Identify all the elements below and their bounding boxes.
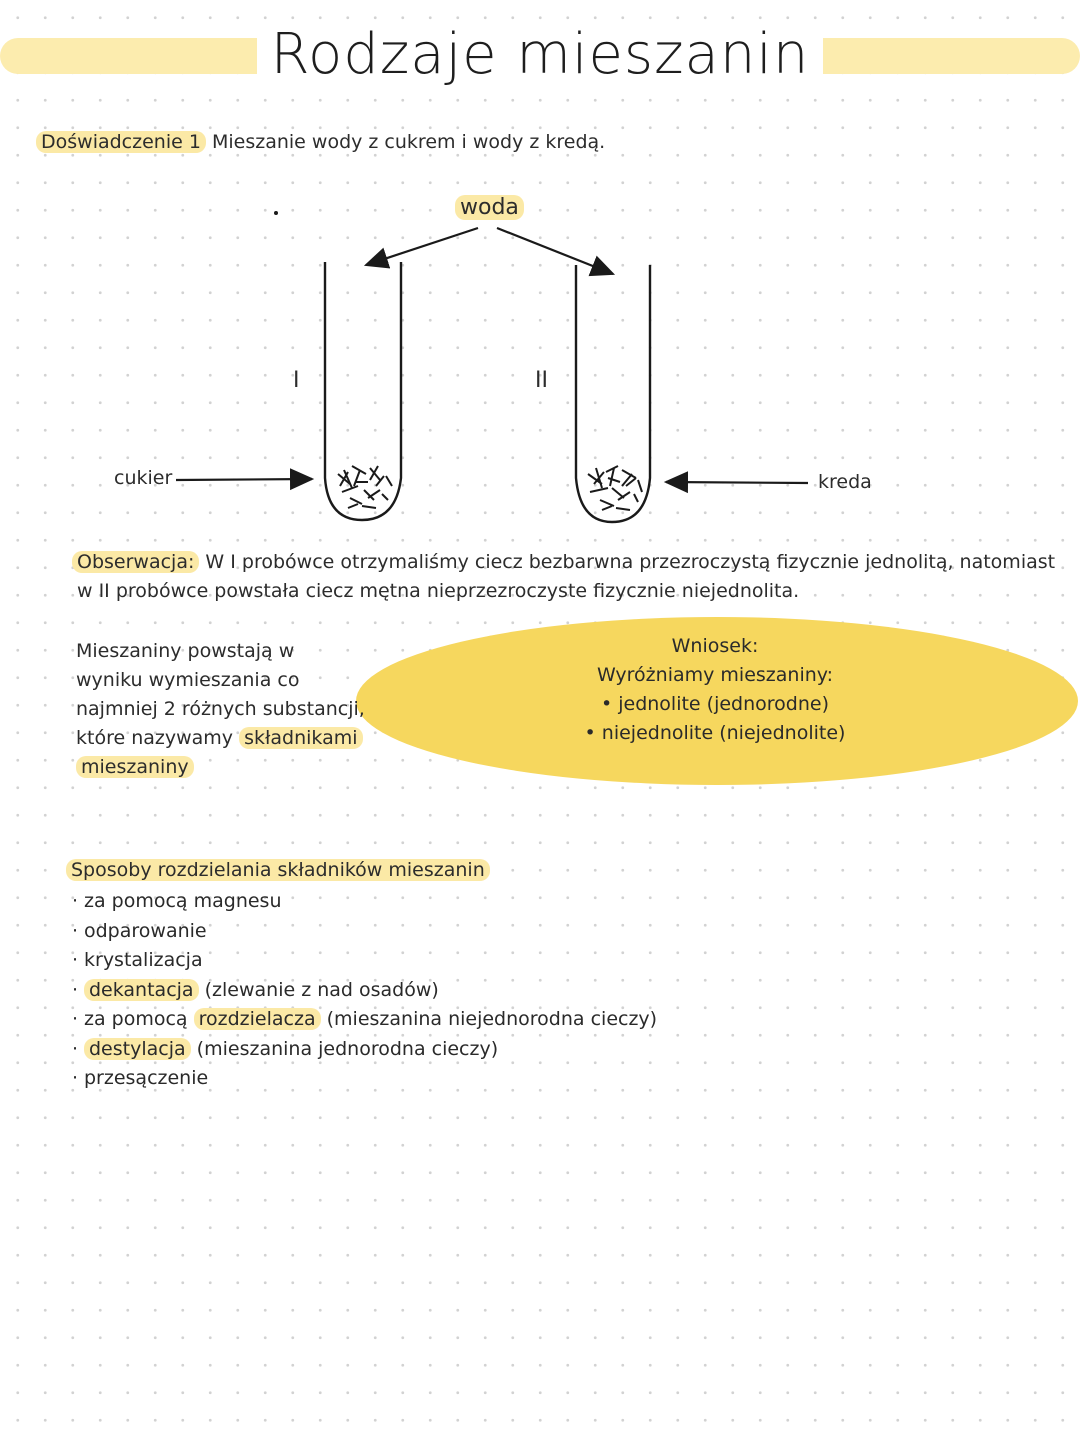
conclusion-line-1: Wyróżniamy mieszaniny:: [596, 664, 834, 686]
method-text: za pomocą magnesu: [84, 890, 282, 912]
definition-line-2: wyniku wymieszania co: [76, 669, 300, 691]
conclusion-heading: Wniosek:: [671, 635, 759, 657]
method-text: (zlewanie z nad osadów): [198, 978, 439, 1001]
conclusion-line-2: • jednolite (jednorodne): [600, 693, 829, 715]
conclusion-line-3: • niejednolite (niejednolite): [584, 722, 846, 744]
observation-line-1: [72, 548, 1062, 577]
method-item: · krystalizacja: [72, 949, 203, 971]
observation-label: Obserwacja:: [72, 551, 199, 573]
method-term: destylacja: [84, 1038, 191, 1060]
conclusion-block: [500, 632, 930, 748]
page-title-text: Rodzaje mieszanin: [257, 22, 824, 87]
methods-heading: Sposoby rozdzielania składników mieszanin: [66, 859, 490, 881]
experiment-text: Mieszanie wody z cukrem i wody z kredą.: [211, 131, 606, 153]
method-item: · destylacja (mieszanina jednorodna cieczy): [72, 1037, 499, 1060]
method-text: za pomocą: [84, 1008, 194, 1030]
method-text: krystalizacja: [84, 949, 203, 971]
definition-block: [76, 637, 366, 782]
method-text: przesączenie: [84, 1067, 209, 1089]
observation-block: [72, 548, 1062, 606]
method-item: · przesączenie: [72, 1067, 209, 1089]
observation-line-1-text: W I probówce otrzymaliśmy ciecz bezbarwna przezroczystą fizycznie jednolitą, natomiast: [205, 551, 1056, 573]
sugar-crystals: [338, 466, 392, 508]
water-label: [455, 193, 524, 222]
water-label-text: woda: [455, 195, 524, 220]
tube-2-label: II: [535, 368, 548, 393]
arrow-to-tube-2: [497, 228, 613, 274]
definition-line-5: [76, 753, 366, 782]
method-item: · za pomocą magnesu: [72, 890, 282, 912]
stray-dot: [274, 211, 278, 215]
definition-line-4: [76, 724, 366, 753]
method-item: · dekantacja (zlewanie z nad osadów): [72, 978, 439, 1001]
method-text: (mieszanina niejednorodna cieczy): [320, 1008, 658, 1030]
definition-line-1: Mieszaniny powstają w: [76, 640, 295, 662]
methods-heading-wrap: [66, 856, 490, 885]
definition-term-2: mieszaniny: [76, 756, 194, 778]
chalk-label: kreda: [818, 471, 872, 493]
method-text: odparowanie: [84, 919, 207, 942]
arrow-chalk: [666, 482, 808, 483]
method-item: · za pomocą rozdzielacza (mieszanina niejednorodna cieczy): [72, 1008, 658, 1030]
chalk-pieces: [588, 466, 642, 510]
tube-1-label: I: [293, 368, 300, 393]
arrow-to-tube-1: [366, 228, 478, 265]
methods-list: [72, 887, 772, 1094]
arrow-sugar: [176, 479, 312, 480]
method-term: dekantacja: [84, 979, 199, 1001]
definition-line-4-text: które nazywamy: [76, 727, 234, 749]
definition-term-1: składnikami: [239, 727, 362, 749]
experiment-label: Doświadczenie 1: [36, 131, 206, 153]
sugar-label: cukier: [114, 467, 173, 489]
observation-line-2: w II probówce powstała ciecz mętna nieprzezroczyste fizycznie niejednolita.: [77, 580, 800, 602]
method-item: · odparowanie: [72, 919, 207, 942]
method-text: (mieszanina jednorodna cieczy): [190, 1037, 499, 1060]
definition-line-3: najmniej 2 różnych substancji,: [76, 698, 365, 720]
method-term: rozdzielacza: [194, 1008, 321, 1030]
